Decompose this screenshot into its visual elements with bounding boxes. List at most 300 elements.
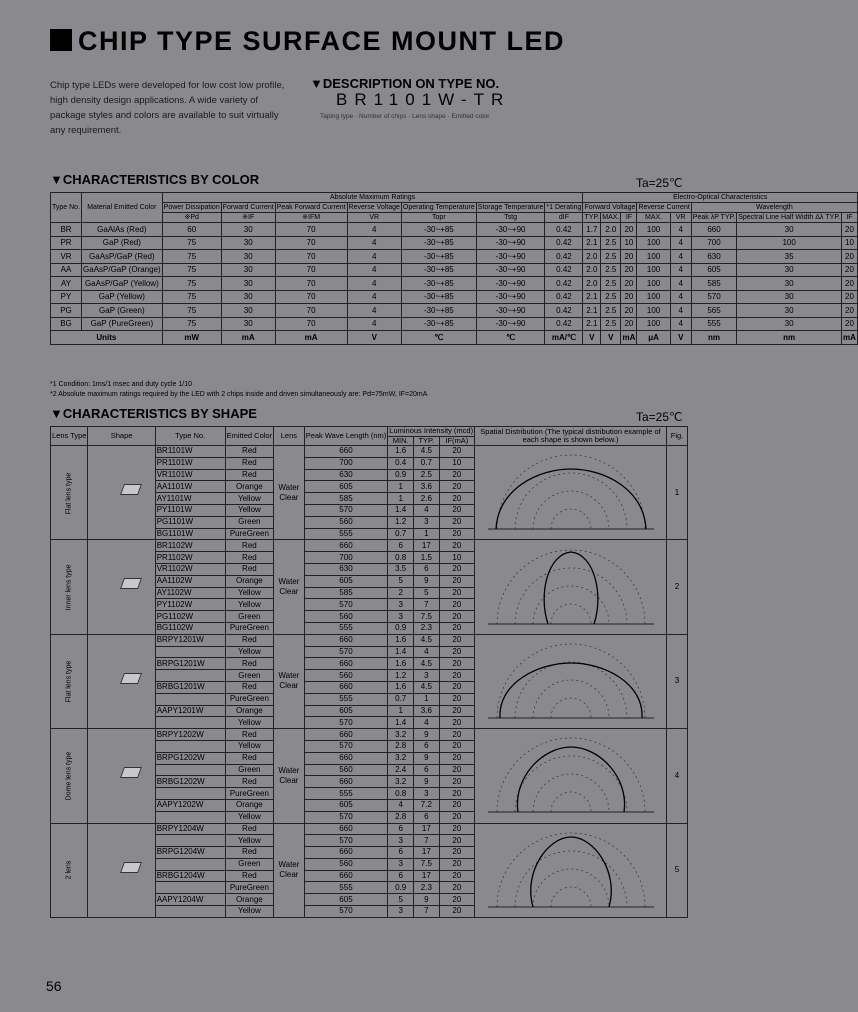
if-cell: 20 [439,799,474,811]
if-cell: 20 [439,717,474,729]
abs-max-group: Absolute Maximum Ratings [162,193,583,203]
if-cell: 20 [439,575,474,587]
unit-cell: μA [637,331,670,345]
color-cell: 30 [221,223,275,237]
color-cell: -30~+85 [401,277,476,291]
spatial-distribution-diagram [478,732,664,816]
fig-number-cell: 1 [666,446,687,540]
led-chip-icon [120,578,142,589]
color-cell: 2.5 [601,317,621,331]
color-cell: 4 [670,236,691,250]
if-cell: 20 [439,823,474,835]
min-cell: 5 [388,894,414,906]
shape-cell [88,729,155,823]
color-cell: 30 [221,263,275,277]
type-no-cell: VR1102W [155,563,225,575]
color-cell: -30~+85 [401,236,476,250]
typ-cell: 3.6 [414,481,440,493]
note-2: *2 Absolute maximum ratings required by the LED with 2 chips inside and driven simultaneously are: Pd=75mW, IF=20mA [50,391,428,398]
color-cell: 4 [670,304,691,318]
spatial-distribution-diagram [478,449,664,533]
color-cell: 0.42 [545,223,583,237]
typ-cell: 4.5 [414,446,440,458]
color-cell: 30 [737,317,842,331]
if-cell: 20 [439,481,474,493]
col-wavelength: Wavelength [691,203,857,213]
emitted-color-cell: Yellow [225,717,273,729]
emitted-color-cell: Yellow [225,587,273,599]
min-cell: 0.7 [388,528,414,540]
peak-wave-cell: 700 [304,552,388,564]
grid-arc [533,774,609,812]
peak-wave-cell: 660 [304,823,388,835]
typ-cell: 6 [414,563,440,575]
emitted-color-cell: Green [225,858,273,870]
peak-wave-cell: 560 [304,670,388,682]
units-row [51,331,858,345]
color-cell: 20 [621,317,637,331]
unit-cell: mA [842,331,858,345]
if-cell: 20 [439,870,474,882]
color-section-heading: ▼CHARACTERISTICS BY COLOR [50,172,260,187]
color-cell: PR [51,236,82,250]
typ-cell: 2.5 [414,469,440,481]
spatial-distribution-diagram [478,638,664,722]
peak-wave-cell: 660 [304,446,388,458]
grid-arc [551,509,591,529]
typ-cell: 2.6 [414,493,440,505]
shape-col-color: Emitted Color [225,427,273,446]
unit-cell: ℃ [401,331,476,345]
color-cell: 0.42 [545,236,583,250]
if-cell: 20 [439,776,474,788]
color-cell: -30~+90 [476,250,545,264]
unit-cell: V [670,331,691,345]
grid-arc [551,604,591,624]
emitted-color-cell: PureGreen [225,882,273,894]
sym-halfwidth: Spectral Line Half Width Δλ TYP. [738,214,841,221]
color-cell: GaP (PureGreen) [82,317,163,331]
type-no-cell: PG1101W [155,516,225,528]
color-cell: 2.1 [583,236,601,250]
emitted-color-cell: PureGreen [225,788,273,800]
color-cell: 2.1 [583,290,601,304]
emitted-color-cell: Orange [225,799,273,811]
unit-cell: Units [51,331,163,345]
emitted-color-cell: Red [225,552,273,564]
if-cell: 20 [439,634,474,646]
min-cell: 1.6 [388,634,414,646]
peak-wave-cell: 560 [304,611,388,623]
shape-col-spatial: Spatial Distribution (The typical distribution example of each shape is shown below.) [475,427,667,446]
color-cell: 2.1 [583,304,601,318]
min-cell: 1 [388,493,414,505]
emitted-color-cell: Orange [225,894,273,906]
color-notes [50,380,690,400]
min-cell: 1.4 [388,504,414,516]
type-no-cell: BRPG1202W [155,752,225,764]
min-cell: 3 [388,906,414,918]
emitted-color-cell: PureGreen [225,622,273,634]
if-cell: 10 [439,552,474,564]
color-cell: 75 [162,304,221,318]
type-no-cell: BR1102W [155,540,225,552]
color-cell: -30~+90 [476,290,545,304]
grid-arc [533,869,609,907]
color-cell: 4 [347,250,401,264]
color-cell: 0.42 [545,250,583,264]
if-cell: 20 [439,670,474,682]
type-no-cell [155,788,225,800]
color-cell: 100 [637,263,670,277]
peak-wave-cell: 660 [304,870,388,882]
peak-wave-cell: 570 [304,646,388,658]
if-cell: 20 [439,811,474,823]
emitted-color-cell: Red [225,563,273,575]
typ-cell: 3 [414,516,440,528]
unit-cell: mA [621,331,637,345]
color-cell: 100 [737,236,842,250]
color-cell: 100 [637,304,670,318]
shape-col-if: IF(mA) [439,436,474,446]
type-no-cell [155,858,225,870]
if-cell: 20 [439,705,474,717]
unit-cell: nm [691,331,736,345]
grid-arc [551,887,591,907]
typ-cell: 7.2 [414,799,440,811]
if-cell: 20 [439,858,474,870]
if-cell: 20 [439,693,474,705]
min-cell: 6 [388,823,414,835]
color-cell: -30~+85 [401,290,476,304]
color-col-typeno: Type No. [51,193,82,223]
grid-arc [515,662,627,718]
type-no-cell: BR1101W [155,446,225,458]
type-no-cell: PG1102W [155,611,225,623]
color-table-row [51,236,858,250]
fig-number-cell: 4 [666,729,687,823]
type-no-cell: BRPG1201W [155,658,225,670]
typ-cell: 2.3 [414,882,440,894]
typ-cell: 0.7 [414,457,440,469]
if-cell: 20 [439,563,474,575]
type-no-cell: BRPG1204W [155,847,225,859]
emitted-color-cell: Yellow [225,835,273,847]
emitted-color-cell: Orange [225,575,273,587]
if-cell: 20 [439,446,474,458]
emitted-color-cell: Red [225,681,273,693]
color-cell: GaP (Red) [82,236,163,250]
shape-col-fig: Fig. [666,427,687,446]
typ-cell: 7 [414,599,440,611]
color-cell: 30 [737,304,842,318]
color-cell: 20 [842,250,858,264]
if-cell: 20 [439,528,474,540]
emitted-color-cell: Yellow [225,646,273,658]
color-cell: 1.7 [583,223,601,237]
type-no-cell: BRPY1201W [155,634,225,646]
emitted-color-cell: Yellow [225,493,273,505]
color-cell: 0.42 [545,277,583,291]
sym-vf-if: IF [621,213,637,223]
min-cell: 2.8 [388,811,414,823]
type-no-cell: AA1102W [155,575,225,587]
color-cell: -30~+85 [401,250,476,264]
color-cell: 605 [691,263,736,277]
type-no-cell [155,882,225,894]
typ-cell: 4 [414,717,440,729]
emitted-color-cell: Green [225,764,273,776]
color-cell: 30 [221,304,275,318]
grid-arc [551,792,591,812]
color-table [50,192,858,345]
color-cell: -30~+90 [476,317,545,331]
typ-cell: 6 [414,764,440,776]
spatial-distribution-diagram [478,544,664,628]
col-storage-temp: Storage Temperature [477,204,544,211]
lens-type-cell: Dome lens type [51,729,88,823]
emitted-color-cell: Green [225,516,273,528]
color-cell: 35 [737,250,842,264]
color-cell: -30~+90 [476,304,545,318]
color-cell: 2.0 [583,277,601,291]
type-no-cell: BRPY1202W [155,729,225,741]
spatial-distribution-cell [475,634,667,728]
color-cell: 2.0 [583,250,601,264]
col-derating: *1 Derating [546,204,582,211]
color-cell: -30~+90 [476,263,545,277]
col-forward-voltage: Forward Voltage [584,204,636,211]
led-chip-icon [120,484,142,495]
color-cell: GaP (Yellow) [82,290,163,304]
typ-cell: 7.5 [414,611,440,623]
type-no-cell [155,740,225,752]
color-cell: 0.42 [545,263,583,277]
color-cell: 2.5 [601,236,621,250]
color-cell: 565 [691,304,736,318]
color-cell: 30 [737,263,842,277]
peak-wave-cell: 560 [304,764,388,776]
color-cell: 4 [347,290,401,304]
typ-cell: 4 [414,646,440,658]
spatial-distribution-cell [475,446,667,540]
peak-wave-cell: 570 [304,906,388,918]
color-cell: 2.0 [583,263,601,277]
led-chip-icon [120,767,142,778]
color-cell: 4 [670,250,691,264]
shape-col-typeno: Type No. [155,427,225,446]
color-cell: 0.42 [545,304,583,318]
type-no-cell [155,693,225,705]
type-no-cell: BRPY1204W [155,823,225,835]
color-cell: GaAsP/GaP (Orange) [82,263,163,277]
distribution-curve [499,663,641,718]
shape-cell [88,634,155,728]
color-cell: 4 [670,317,691,331]
shape-section-ta: Ta=25℃ [636,410,683,424]
color-cell: 0.42 [545,317,583,331]
emitted-color-cell: Red [225,446,273,458]
if-cell: 20 [439,646,474,658]
if-cell: 20 [439,847,474,859]
lens-cell: Water Clear [274,446,305,540]
color-cell: 75 [162,263,221,277]
shape-col-peakwave: Peak Wave Length (nm) [304,427,388,446]
unit-cell: mW [162,331,221,345]
color-cell: 75 [162,290,221,304]
min-cell: 2.8 [388,740,414,752]
if-cell: 20 [439,752,474,764]
color-cell: 4 [670,277,691,291]
type-no-cell [155,717,225,729]
color-table-row [51,304,858,318]
peak-wave-cell: 660 [304,634,388,646]
color-cell: 4 [347,277,401,291]
color-cell: 20 [842,290,858,304]
color-cell: GaP (Green) [82,304,163,318]
color-cell: 20 [621,250,637,264]
if-cell: 20 [439,622,474,634]
color-cell: -30~+85 [401,263,476,277]
min-cell: 1 [388,481,414,493]
min-cell: 6 [388,540,414,552]
emitted-color-cell: Red [225,847,273,859]
color-cell: 20 [621,263,637,277]
if-cell: 20 [439,740,474,752]
color-cell: 2.5 [601,304,621,318]
typ-cell: 9 [414,752,440,764]
color-cell: 70 [275,263,347,277]
peak-wave-cell: 660 [304,847,388,859]
min-cell: 2.4 [388,764,414,776]
lens-type-cell: Inner lens type [51,540,88,634]
color-cell: 75 [162,236,221,250]
if-cell: 20 [439,764,474,776]
min-cell: 3 [388,611,414,623]
typ-cell: 9 [414,894,440,906]
min-cell: 0.9 [388,882,414,894]
lens-type-cell: Flat lens type [51,634,88,728]
if-cell: 20 [439,906,474,918]
min-cell: 0.9 [388,622,414,634]
color-col-material: Material Emitted Color [82,193,163,223]
emitted-color-cell: Yellow [225,740,273,752]
spatial-distribution-cell [475,540,667,634]
min-cell: 6 [388,847,414,859]
grid-arc [515,568,627,624]
emitted-color-cell: Yellow [225,504,273,516]
color-cell: 4 [670,263,691,277]
color-cell: 20 [842,223,858,237]
emitted-color-cell: Red [225,469,273,481]
color-cell: 30 [221,236,275,250]
type-no-cell: AAPY1204W [155,894,225,906]
col-operating-temp: Operating Temperature [402,204,475,211]
color-cell: 100 [637,236,670,250]
peak-wave-cell: 555 [304,788,388,800]
sym-tstg: Tstg [476,213,545,223]
emitted-color-cell: Green [225,611,273,623]
if-cell: 20 [439,504,474,516]
typ-cell: 17 [414,870,440,882]
color-cell: 20 [842,317,858,331]
unit-cell: V [347,331,401,345]
intro-text: Chip type LEDs were developed for low cost low profile, high density design applications. A wide variety of package styles and colors are available to suit virtually any requirement. [50,80,285,136]
color-cell: 30 [221,277,275,291]
peak-wave-cell: 585 [304,587,388,599]
type-no-cell: AY1101W [155,493,225,505]
shape-cell [88,446,155,540]
color-cell: PY [51,290,82,304]
typ-cell: 17 [414,540,440,552]
spatial-distribution-cell [475,729,667,823]
min-cell: 0.4 [388,457,414,469]
color-cell: 4 [347,317,401,331]
peak-wave-cell: 605 [304,481,388,493]
color-cell: 100 [637,250,670,264]
type-no-cell: AA1101W [155,481,225,493]
color-table-row [51,263,858,277]
color-cell: 20 [621,277,637,291]
peak-wave-cell: 570 [304,599,388,611]
col-power: Power Dissipation [163,204,220,211]
peak-wave-cell: 570 [304,504,388,516]
color-cell: 70 [275,304,347,318]
sym-vf-max: MAX. [602,214,620,221]
min-cell: 1.2 [388,516,414,528]
col-reverse-current: Reverse Current [638,204,690,211]
sym-wl-if: IF [842,213,858,223]
if-cell: 20 [439,587,474,599]
color-cell: 100 [637,277,670,291]
color-cell: 70 [275,277,347,291]
distribution-curve [530,837,611,907]
shape-section-heading: ▼CHARACTERISTICS BY SHAPE [50,406,257,421]
type-no-cell: VR1101W [155,469,225,481]
color-cell: GaAlAs (Red) [82,223,163,237]
lens-type-cell: 2 lens [51,823,88,917]
grid-arc [533,491,609,529]
shape-cell [88,540,155,634]
if-cell: 20 [439,516,474,528]
peak-wave-cell: 605 [304,799,388,811]
type-no-cell: AAPY1202W [155,799,225,811]
color-cell: -30~+90 [476,236,545,250]
shape-cell [88,823,155,917]
color-cell: 0.42 [545,290,583,304]
peak-wave-cell: 660 [304,776,388,788]
color-cell: 100 [637,223,670,237]
peak-wave-cell: 630 [304,563,388,575]
page-number: 56 [46,978,62,994]
col-reverse-voltage: Reverse Voltage [348,204,400,211]
min-cell: 3.2 [388,776,414,788]
shape-table-row [51,729,688,741]
if-cell: 20 [439,469,474,481]
type-no-cell: BG1102W [155,622,225,634]
emitted-color-cell: Yellow [225,906,273,918]
color-cell: 30 [221,290,275,304]
min-cell: 3 [388,835,414,847]
color-cell: 4 [347,263,401,277]
if-cell: 20 [439,493,474,505]
unit-cell: ℃ [476,331,545,345]
grid-arc [551,698,591,718]
color-cell: 2.1 [583,317,601,331]
color-cell: 70 [275,236,347,250]
led-chip-icon [120,673,142,684]
type-no-cell [155,835,225,847]
